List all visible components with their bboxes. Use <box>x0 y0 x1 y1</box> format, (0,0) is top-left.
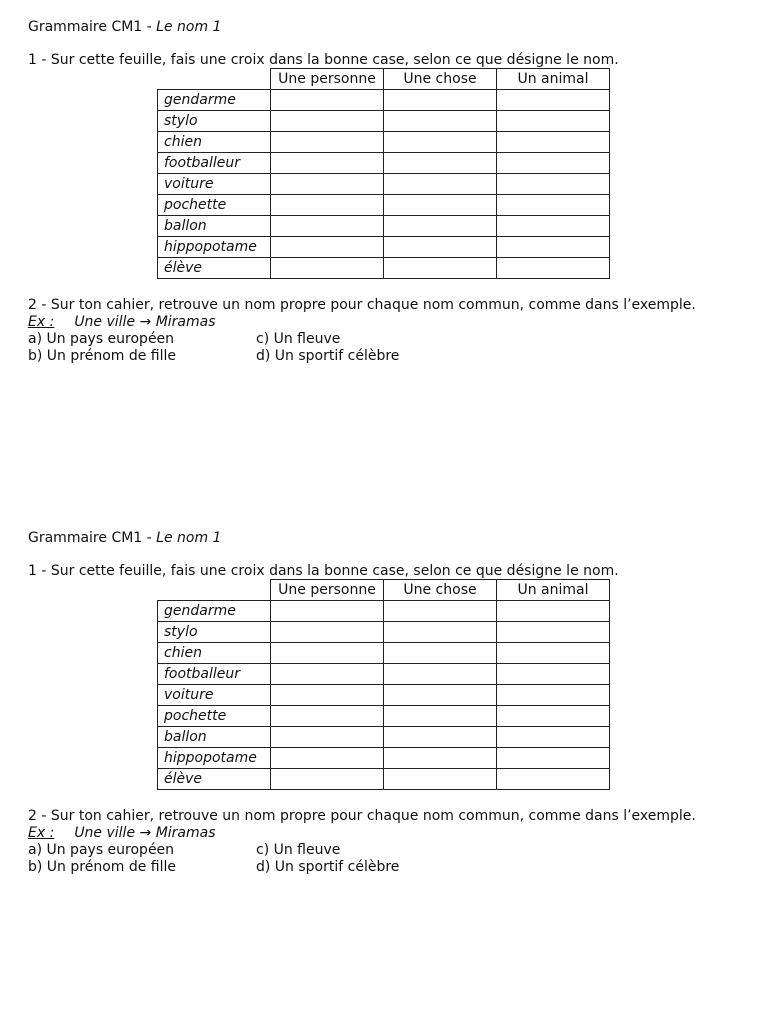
checkbox-cell-thing[interactable] <box>384 664 497 685</box>
checkbox-cell-person[interactable] <box>271 237 384 258</box>
table-row <box>158 601 610 622</box>
checkbox-cell-thing[interactable] <box>384 90 497 111</box>
option-b: b) Un prénom de fille <box>28 859 177 875</box>
checkbox-cell-animal[interactable] <box>497 601 610 622</box>
table-row <box>158 727 610 748</box>
table-row <box>158 237 610 258</box>
table-row <box>158 685 610 706</box>
checkbox-cell-animal[interactable] <box>497 90 610 111</box>
checkbox-cell-animal[interactable] <box>497 685 610 706</box>
table-corner <box>158 69 271 90</box>
table-row <box>158 90 610 111</box>
checkbox-cell-person[interactable] <box>271 132 384 153</box>
checkbox-cell-thing[interactable] <box>384 153 497 174</box>
option-a: a) Un pays européen <box>28 842 175 858</box>
option-b: b) Un prénom de fille <box>28 348 177 364</box>
table-row <box>158 706 610 727</box>
word-cell: gendarme <box>158 601 271 622</box>
word-cell: voiture <box>158 685 271 706</box>
column-header-thing: Une chose <box>384 580 497 601</box>
checkbox-cell-animal[interactable] <box>497 769 610 790</box>
checkbox-cell-thing[interactable] <box>384 195 497 216</box>
classification-table <box>157 579 610 790</box>
table-row <box>158 258 610 279</box>
word-cell: hippopotame <box>158 237 271 258</box>
table-row <box>158 216 610 237</box>
word-cell: pochette <box>158 195 271 216</box>
worksheet-title <box>28 528 748 548</box>
table-row <box>158 622 610 643</box>
checkbox-cell-thing[interactable] <box>384 258 497 279</box>
table-row <box>158 748 610 769</box>
table-row <box>158 132 610 153</box>
checkbox-cell-animal[interactable] <box>497 748 610 769</box>
column-header-person: Une personne <box>271 69 384 90</box>
checkbox-cell-animal[interactable] <box>497 132 610 153</box>
checkbox-cell-person[interactable] <box>271 601 384 622</box>
word-cell: gendarme <box>158 90 271 111</box>
checkbox-cell-thing[interactable] <box>384 174 497 195</box>
checkbox-cell-animal[interactable] <box>497 664 610 685</box>
checkbox-cell-thing[interactable] <box>384 237 497 258</box>
checkbox-cell-thing[interactable] <box>384 769 497 790</box>
checkbox-cell-person[interactable] <box>271 685 384 706</box>
option-c: c) Un fleuve <box>256 842 341 858</box>
checkbox-cell-animal[interactable] <box>497 153 610 174</box>
question-2: 2 - Sur ton cahier, retrouve un nom propre pour chaque nom commun, comme dans l’exemple. <box>28 808 696 824</box>
option-d: d) Un sportif célèbre <box>256 348 400 364</box>
word-cell: chien <box>158 643 271 664</box>
word-cell: stylo <box>158 622 271 643</box>
checkbox-cell-thing[interactable] <box>384 622 497 643</box>
word-cell: chien <box>158 132 271 153</box>
checkbox-cell-animal[interactable] <box>497 622 610 643</box>
example-text: Une ville → Miramas <box>74 314 216 330</box>
checkbox-cell-person[interactable] <box>271 727 384 748</box>
word-cell: footballeur <box>158 664 271 685</box>
table-corner <box>158 580 271 601</box>
checkbox-cell-animal[interactable] <box>497 174 610 195</box>
checkbox-cell-thing[interactable] <box>384 132 497 153</box>
table-row <box>158 195 610 216</box>
checkbox-cell-animal[interactable] <box>497 111 610 132</box>
checkbox-cell-thing[interactable] <box>384 685 497 706</box>
word-cell: ballon <box>158 727 271 748</box>
table-row <box>158 111 610 132</box>
checkbox-cell-person[interactable] <box>271 664 384 685</box>
worksheet-1 <box>28 17 748 365</box>
example-text: Une ville → Miramas <box>74 825 216 841</box>
word-cell: pochette <box>158 706 271 727</box>
checkbox-cell-person[interactable] <box>271 258 384 279</box>
checkbox-cell-person[interactable] <box>271 706 384 727</box>
example-line <box>28 824 748 842</box>
checkbox-cell-person[interactable] <box>271 748 384 769</box>
option-c: c) Un fleuve <box>256 331 341 347</box>
column-header-animal: Un animal <box>497 69 610 90</box>
column-header-thing: Une chose <box>384 69 497 90</box>
question-2: 2 - Sur ton cahier, retrouve un nom propre pour chaque nom commun, comme dans l’exemple. <box>28 297 696 313</box>
word-cell: hippopotame <box>158 748 271 769</box>
question-2-options <box>28 331 748 365</box>
checkbox-cell-person[interactable] <box>271 769 384 790</box>
checkbox-cell-thing[interactable] <box>384 111 497 132</box>
title-subject: Le nom 1 <box>156 530 222 546</box>
title-subject: Le nom 1 <box>156 19 222 35</box>
checkbox-cell-person[interactable] <box>271 90 384 111</box>
checkbox-cell-thing[interactable] <box>384 727 497 748</box>
example-label: Ex : <box>28 825 55 841</box>
checkbox-cell-animal[interactable] <box>497 195 610 216</box>
question-1: 1 - Sur cette feuille, fais une croix dans la bonne case, selon ce que désigne le nom. <box>28 563 619 579</box>
word-cell: stylo <box>158 111 271 132</box>
checkbox-cell-person[interactable] <box>271 643 384 664</box>
checkbox-cell-animal[interactable] <box>497 727 610 748</box>
title-text: Grammaire CM1 - <box>28 530 157 546</box>
checkbox-cell-animal[interactable] <box>497 643 610 664</box>
title-text: Grammaire CM1 - <box>28 19 157 35</box>
word-cell: voiture <box>158 174 271 195</box>
option-d: d) Un sportif célèbre <box>256 859 400 875</box>
word-cell: élève <box>158 769 271 790</box>
table-row <box>158 769 610 790</box>
checkbox-cell-thing[interactable] <box>384 601 497 622</box>
checkbox-cell-animal[interactable] <box>497 258 610 279</box>
word-cell: ballon <box>158 216 271 237</box>
checkbox-cell-person[interactable] <box>271 195 384 216</box>
column-header-animal: Un animal <box>497 580 610 601</box>
table-row <box>158 643 610 664</box>
example-label: Ex : <box>28 314 55 330</box>
checkbox-cell-person[interactable] <box>271 622 384 643</box>
word-cell: footballeur <box>158 153 271 174</box>
column-header-person: Une personne <box>271 580 384 601</box>
checkbox-cell-person[interactable] <box>271 153 384 174</box>
checkbox-cell-thing[interactable] <box>384 643 497 664</box>
checkbox-cell-person[interactable] <box>271 111 384 132</box>
checkbox-cell-thing[interactable] <box>384 748 497 769</box>
classification-table <box>157 68 610 279</box>
checkbox-cell-animal[interactable] <box>497 706 610 727</box>
checkbox-cell-person[interactable] <box>271 174 384 195</box>
checkbox-cell-animal[interactable] <box>497 216 610 237</box>
worksheet-title <box>28 17 748 37</box>
option-a: a) Un pays européen <box>28 331 175 347</box>
table-row <box>158 174 610 195</box>
example-line <box>28 313 748 331</box>
worksheet-2 <box>28 528 748 876</box>
checkbox-cell-animal[interactable] <box>497 237 610 258</box>
question-1: 1 - Sur cette feuille, fais une croix dans la bonne case, selon ce que désigne le nom. <box>28 52 619 68</box>
checkbox-cell-thing[interactable] <box>384 216 497 237</box>
table-row <box>158 664 610 685</box>
question-2-options <box>28 842 748 876</box>
checkbox-cell-person[interactable] <box>271 216 384 237</box>
table-row <box>158 153 610 174</box>
checkbox-cell-thing[interactable] <box>384 706 497 727</box>
word-cell: élève <box>158 258 271 279</box>
